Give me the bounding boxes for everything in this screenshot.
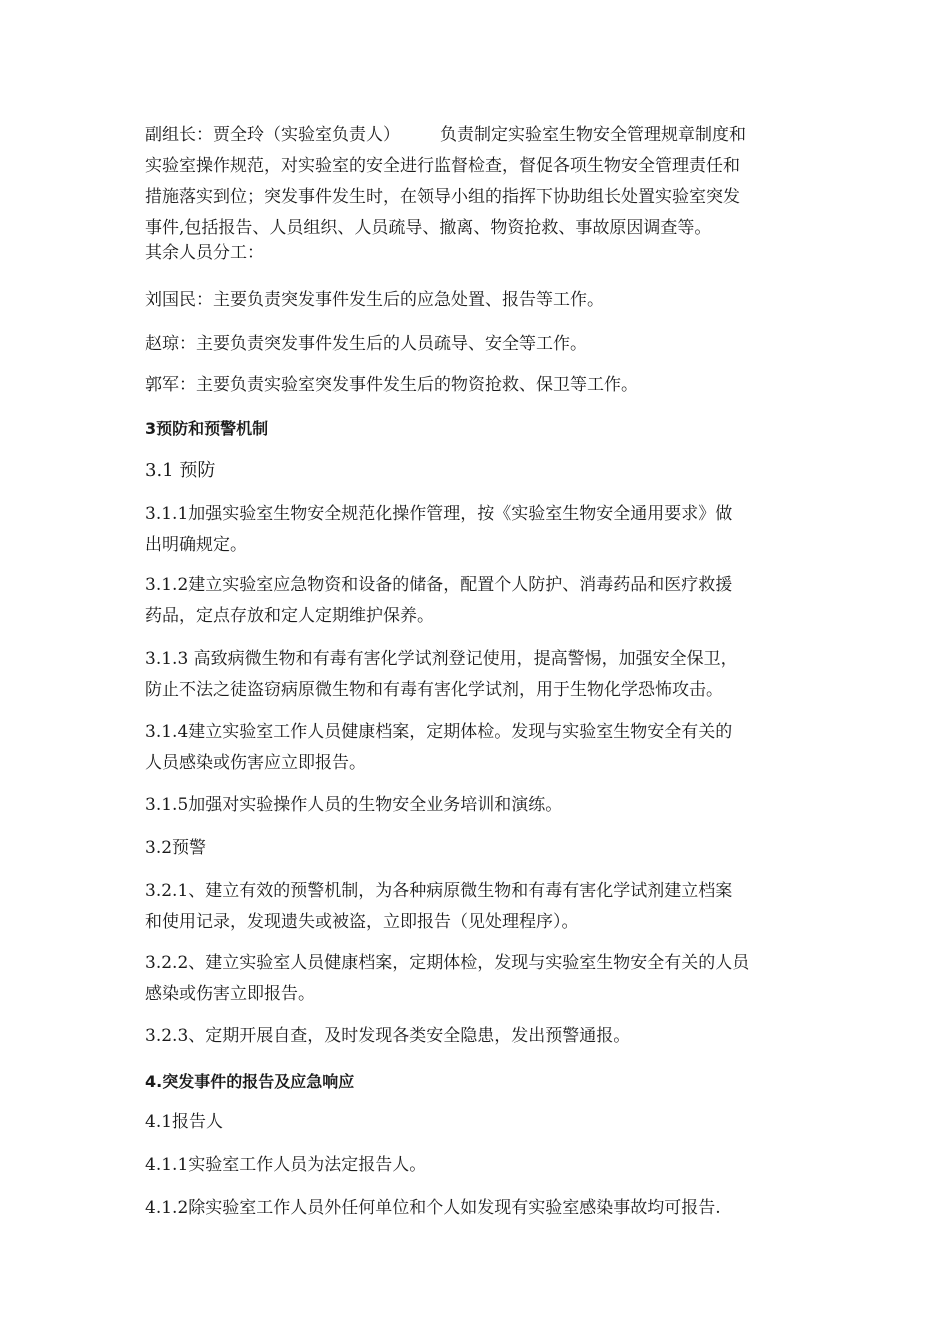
- section-3-2-title: 3.2预警: [145, 838, 207, 858]
- section-3-1-title: 3.1 预防: [145, 460, 216, 481]
- paragraph-3-1-5: 3.1.5加强对实验操作人员的生物安全业务培训和演练。: [145, 795, 563, 815]
- paragraph-3-1-1: 3.1.1加强实验室生物安全规范化操作管理，按《实验室生物安全通用要求》做 出明确规定。: [145, 504, 733, 555]
- paragraph-3-1-3: 3.1.3 高致病微生物和有毒有害化学试剂登记使用，提高警惕，加强安全保卫， 防止不法之徒盗窃病原微生物和有毒有害化学试剂，用于生物化学恐怖攻击。: [145, 649, 738, 700]
- staff-division-label: 其余人员分工：: [145, 243, 264, 263]
- paragraph-4-1-1: 4.1.1实验室工作人员为法定报告人。: [145, 1155, 427, 1175]
- deputy-leader-lead: 副组长：贾全玲（实验室负责人）: [145, 125, 400, 145]
- section-4-1-title: 4.1报告人: [145, 1112, 224, 1132]
- section-3-title: 3预防和预警机制: [145, 419, 269, 438]
- staff-item: 刘国民：主要负责突发事件发生后的应急处置、报告等工作。: [145, 290, 604, 310]
- paragraph-3-1-4: 3.1.4建立实验室工作人员健康档案，定期体检。发现与实验室生物安全有关的 人员感染或伤害应立即报告。: [145, 722, 733, 773]
- paragraph-3-1-2: 3.1.2建立实验室应急物资和设备的储备，配置个人防护、消毒药品和医疗救援 药品，定点存放和定人定期维护保养。: [145, 575, 733, 626]
- paragraph-3-2-2: 3.2.2、建立实验室人员健康档案，定期体检，发现与实验室生物安全有关的人员 感染或伤害立即报告。: [145, 953, 750, 1004]
- paragraph-3-2-3: 3.2.3、定期开展自查，及时发现各类安全隐患，发出预警通报。: [145, 1026, 631, 1046]
- paragraph-4-1-2: 4.1.2除实验室工作人员外任何单位和个人如发现有实验室感染事故均可报告.: [145, 1198, 721, 1218]
- staff-item: 郭军：主要负责实验室突发事件发生后的物资抢救、保卫等工作。: [145, 375, 638, 395]
- staff-list: [145, 285, 810, 316]
- section-4-title: 4.突发事件的报告及应急响应: [145, 1072, 355, 1091]
- staff-item: 赵琼：主要负责突发事件发生后的人员疏导、安全等工作。: [145, 334, 587, 354]
- paragraph-3-2-1: 3.2.1、建立有效的预警机制，为各种病原微生物和有毒有害化学试剂建立档案 和使用记录，发现遗失或被盗，立即报告（见处理程序）。: [145, 881, 733, 932]
- deputy-leader-paragraph: 副组长：贾全玲（实验室负责人） 负责制定实验室生物安全管理规章制度和 实验室操作规范，对实验室的安全进行监督检查，督促各项生物安全管理责任和 措施落实到位；突发事件发生时，在领导小组的指挥下协助组长处置实验室突发 事件,包括报告、人员组织、人员疏导、撤离、物资抢救、事故原因调查等。 其余人员分工：: [145, 120, 810, 269]
